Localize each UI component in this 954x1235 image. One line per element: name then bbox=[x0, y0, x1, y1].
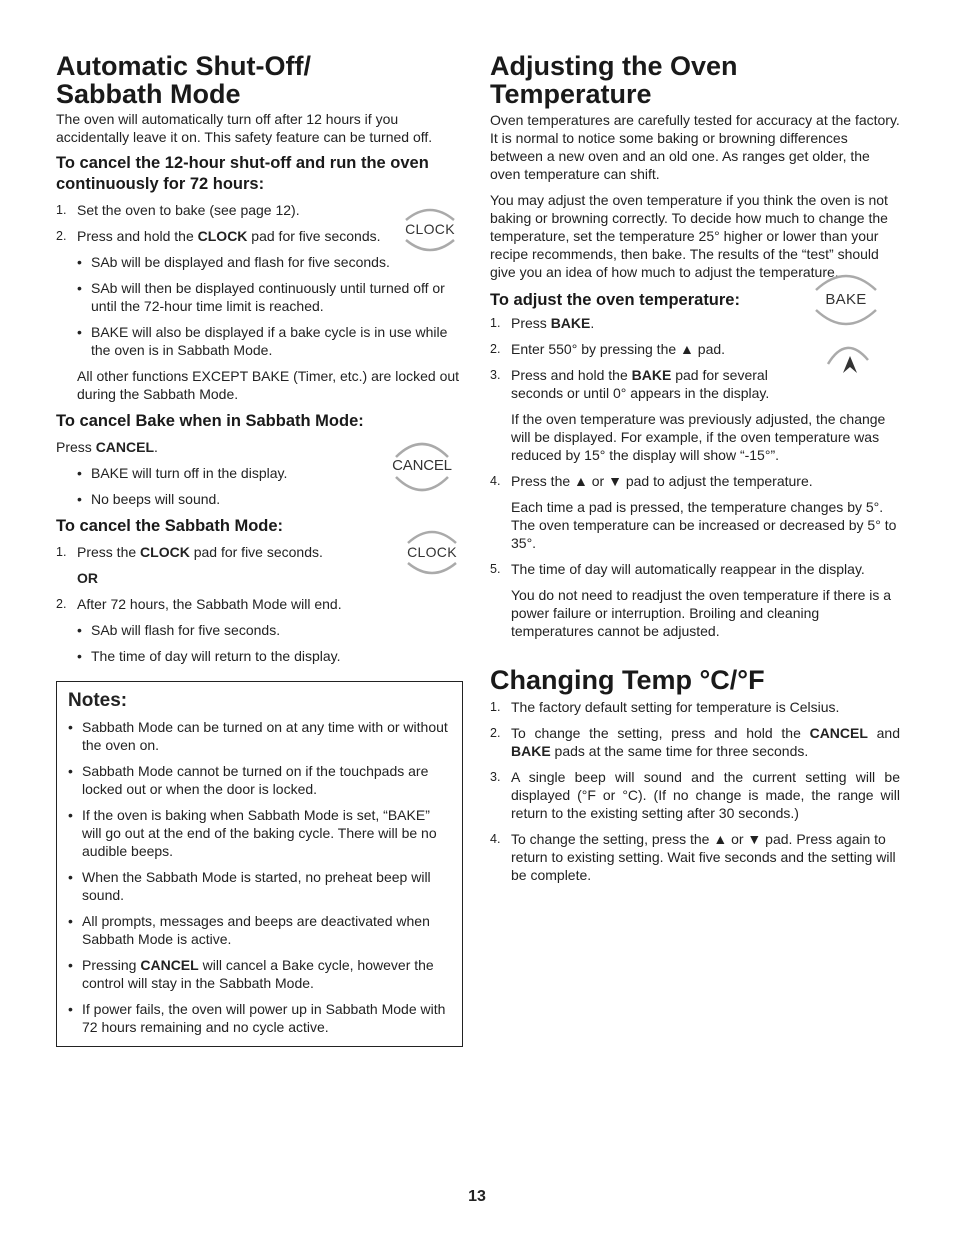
sabbath-intro: The oven will automatically turn off after 12 hours if you accidentally leave it on. This safety feature can be turned off. bbox=[56, 111, 433, 145]
up-arrow-pad-icon bbox=[822, 336, 876, 386]
list-item: 3. Press and hold the BAKE pad for several seconds or until 0° appears in the display. bbox=[490, 367, 770, 401]
list-item: • SAb will then be displayed continuously until turned off or until the 72-hour time limit is reached. bbox=[77, 279, 466, 315]
clock-pad-icon: CLOCK bbox=[400, 204, 460, 256]
list-item: • All prompts, messages and beeps are deactivated when Sabbath Mode is active. bbox=[67, 912, 452, 948]
list-item: • The time of day will return to the display. bbox=[77, 647, 466, 665]
changing-temp-title: Changing Temp °C/°F bbox=[490, 665, 765, 695]
adjust-s4-para: Each time a pad is pressed, the temperature changes by 5°. The oven temperature can be increased or decreased by 5° to 35°. bbox=[511, 499, 897, 551]
list-item: • If power fails, the oven will power up in Sabbath Mode with 72 hours remaining and no cycle active. bbox=[67, 1000, 452, 1036]
list-item: 1. Press the CLOCK pad for five seconds. bbox=[56, 544, 323, 560]
notes-box bbox=[56, 681, 463, 1047]
list-item: 2. To change the setting, press and hold the CANCEL and BAKE pads at the same time for three seconds. bbox=[490, 725, 900, 759]
list-item: 4. To change the setting, press the ▲ or ▼ pad. Press again to return to existing setting. Wait five seconds and the setting will be complete. bbox=[490, 831, 896, 883]
list-item: 2. After 72 hours, the Sabbath Mode will end. bbox=[56, 596, 342, 612]
changing-steps bbox=[490, 698, 900, 884]
or-label: OR bbox=[77, 570, 98, 586]
cancel-sabbath-heading: To cancel the Sabbath Mode: bbox=[56, 517, 284, 535]
cancel-bake-heading: To cancel Bake when in Sabbath Mode: bbox=[56, 412, 364, 430]
adjust-s3-para: If the oven temperature was previously adjusted, the change will be displayed. For example, if the oven temperature was reduced by 15° the display will show “-15°”. bbox=[511, 411, 886, 463]
cancel-sabbath-steps-2 bbox=[56, 595, 466, 613]
cancel-sabbath-bullets bbox=[77, 621, 466, 665]
list-item: 1. The factory default setting for temperature is Celsius. bbox=[490, 699, 840, 715]
list-item: 4. Press the ▲ or ▼ pad to adjust the temperature. bbox=[490, 473, 813, 489]
adjust-steps-2 bbox=[490, 472, 900, 490]
list-item: • Sabbath Mode can be turned on at any time with or without the oven on. bbox=[67, 718, 452, 754]
list-item: • Sabbath Mode cannot be turned on if the touchpads are locked out or when the door is locked. bbox=[67, 762, 452, 798]
list-item: 2. Enter 550° by pressing the ▲ pad. bbox=[490, 341, 726, 357]
page-number: 13 bbox=[468, 1188, 486, 1205]
adjust-s5-para: You do not need to readjust the oven temperature if there is a power failure or interruption. Broiling and cleaning temperatures cannot be adjusted. bbox=[511, 587, 892, 639]
list-item: • No beeps will sound. bbox=[77, 490, 466, 508]
list-item: • If the oven is baking when Sabbath Mode is set, “BAKE” will go out at the end of the baking cycle. There will be no audible beeps. bbox=[67, 806, 452, 860]
sabbath-bullets bbox=[77, 253, 466, 359]
sabbath-title: Automatic Shut-Off/ Sabbath Mode bbox=[56, 51, 311, 109]
adjust-temp-title: Adjusting the Oven Temperature bbox=[490, 51, 738, 109]
adjust-p2: You may adjust the oven temperature if you think the oven is not baking or browning correctly. To decide how much to change the temperature, set the temperature 25° higher or lower than your recipe recommends, then bake. The results of the “test” should give you an idea of how much to adjust the temperature. bbox=[490, 192, 888, 280]
list-item: • When the Sabbath Mode is started, no preheat beep will sound. bbox=[67, 868, 452, 904]
list-item: 5. The time of day will automatically reappear in the display. bbox=[490, 561, 865, 577]
sabbath-section bbox=[56, 52, 466, 673]
cancel-pad-icon: CANCEL bbox=[390, 437, 454, 489]
list-item: 1. Set the oven to bake (see page 12). bbox=[56, 202, 300, 218]
list-item: • BAKE will turn off in the display. bbox=[77, 464, 466, 482]
adjust-steps-3 bbox=[490, 560, 900, 578]
list-item: • Pressing CANCEL will cancel a Bake cycle, however the control will stay in the Sabbath Mode. bbox=[67, 956, 452, 992]
notes-list bbox=[67, 718, 452, 1036]
adjust-heading: To adjust the oven temperature: bbox=[490, 291, 740, 309]
cancel-12hr-heading: To cancel the 12-hour shut-off and run the oven continuously for 72 hours: bbox=[56, 154, 429, 193]
notes-title: Notes: bbox=[68, 690, 128, 711]
list-item: • BAKE will also be displayed if a bake cycle is in use while the oven is in Sabbath Mode. bbox=[77, 323, 466, 359]
list-item: • SAb will flash for five seconds. bbox=[77, 621, 466, 639]
list-item: 3. A single beep will sound and the current setting will be displayed (°F or °C). (If no change is made, the range will return to the existing setting after 30 seconds.) bbox=[490, 769, 900, 821]
adjust-p1: Oven temperatures are carefully tested for accuracy at the factory. It is normal to notice some baking or browning differences between a new oven and an old one. As ranges get older, the oven temperature can shift. bbox=[490, 112, 900, 182]
locked-note: All other functions EXCEPT BAKE (Timer, etc.) are locked out during the Sabbath Mode. bbox=[77, 368, 460, 402]
list-item: 2. Press and hold the CLOCK pad for five seconds. bbox=[56, 228, 381, 244]
list-item: • SAb will be displayed and flash for five seconds. bbox=[77, 253, 466, 271]
bake-pad-icon: BAKE bbox=[810, 268, 882, 332]
clock-pad-icon-2: CLOCK bbox=[402, 525, 462, 577]
list-item: 1. Press BAKE. bbox=[490, 315, 595, 331]
press-cancel-text: Press CANCEL. bbox=[56, 439, 158, 455]
adjust-temp-section bbox=[490, 52, 900, 892]
